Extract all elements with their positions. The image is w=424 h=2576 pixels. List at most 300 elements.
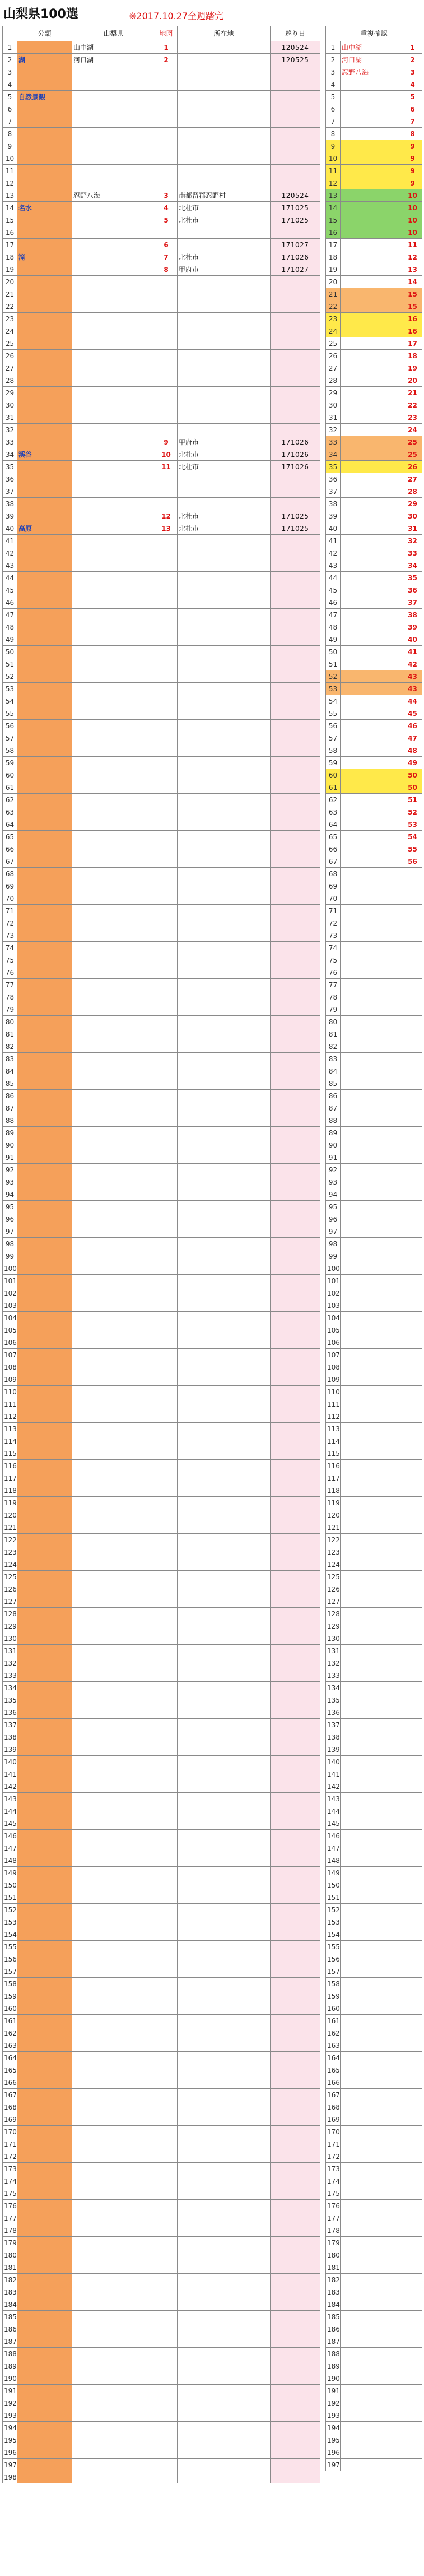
dup-empty-cell <box>341 905 403 917</box>
duplicate-check-table <box>325 26 422 2471</box>
row-map-number <box>155 806 178 818</box>
row-location <box>178 2101 271 2113</box>
dup-empty-cell <box>341 991 403 1003</box>
dup-number: 19 <box>403 362 422 374</box>
row-map-number <box>155 1990 178 2002</box>
row-date <box>271 1164 320 1176</box>
dup-index: 177 <box>326 2212 341 2224</box>
row-index: 176 <box>3 2200 17 2212</box>
dup-empty-cell <box>403 1830 422 1842</box>
row-category <box>17 1571 72 1583</box>
row-date <box>271 2298 320 2311</box>
row-place <box>72 1768 155 1780</box>
table-row <box>3 1595 320 1608</box>
dup-empty-cell <box>403 1287 422 1299</box>
row-category <box>17 1299 72 1312</box>
table-row <box>3 892 320 905</box>
row-place <box>72 732 155 744</box>
row-map-number <box>155 695 178 707</box>
dup-index: 144 <box>326 1805 341 1817</box>
row-map-number <box>155 1361 178 1373</box>
row-date <box>271 2015 320 2027</box>
row-date <box>271 609 320 621</box>
dup-row-empty <box>326 1978 422 1990</box>
row-map-number <box>155 1373 178 1386</box>
dup-row-empty <box>326 1719 422 1731</box>
row-index: 191 <box>3 2385 17 2397</box>
dup-number: 49 <box>403 757 422 769</box>
dup-number: 24 <box>403 424 422 436</box>
row-index: 57 <box>3 732 17 744</box>
dup-index: 185 <box>326 2311 341 2323</box>
row-place <box>72 2237 155 2249</box>
dup-row-empty <box>326 1632 422 1645</box>
row-category <box>17 300 72 313</box>
row-location <box>178 128 271 140</box>
row-map-number <box>155 1053 178 1065</box>
row-index: 136 <box>3 1706 17 1719</box>
table-row <box>3 1447 320 1460</box>
table-row <box>3 1484 320 1497</box>
row-location <box>178 1571 271 1583</box>
dup-number: 4 <box>403 78 422 91</box>
dup-number: 9 <box>403 152 422 165</box>
row-map-number <box>155 596 178 609</box>
row-date <box>271 1077 320 1090</box>
row-index: 187 <box>3 2335 17 2348</box>
dup-empty-cell <box>341 2101 403 2113</box>
row-place <box>72 1386 155 1398</box>
table-row <box>3 448 320 461</box>
row-map-number <box>155 2459 178 2471</box>
dup-name <box>341 399 403 411</box>
dup-empty-cell <box>403 1484 422 1497</box>
dup-row <box>326 609 422 621</box>
row-map-number <box>155 646 178 658</box>
dup-number: 20 <box>403 374 422 387</box>
table-row <box>3 1669 320 1682</box>
dup-name <box>341 424 403 436</box>
row-map-number <box>155 1016 178 1028</box>
row-category <box>17 1867 72 1879</box>
row-category <box>17 769 72 781</box>
row-location <box>178 2212 271 2224</box>
row-location <box>178 1349 271 1361</box>
dup-number: 7 <box>403 115 422 128</box>
row-place <box>72 1645 155 1657</box>
dup-row <box>326 547 422 559</box>
row-date <box>271 1336 320 1349</box>
row-location <box>178 387 271 399</box>
row-location: 甲府市 <box>178 436 271 448</box>
row-place <box>72 1188 155 1201</box>
dup-name <box>341 646 403 658</box>
row-category <box>17 214 72 226</box>
row-location <box>178 1694 271 1706</box>
row-date <box>271 1669 320 1682</box>
dup-name <box>341 177 403 189</box>
table-row <box>3 1386 320 1398</box>
dup-number: 56 <box>403 855 422 868</box>
row-category <box>17 732 72 744</box>
dup-index: 92 <box>326 1164 341 1176</box>
row-category <box>17 1398 72 1410</box>
row-date <box>271 1928 320 1941</box>
row-index: 160 <box>3 2002 17 2015</box>
row-location <box>178 905 271 917</box>
row-place <box>72 2027 155 2039</box>
row-map-number <box>155 2089 178 2101</box>
row-index: 159 <box>3 1990 17 2002</box>
row-map-number <box>155 535 178 547</box>
row-index: 138 <box>3 1731 17 1743</box>
row-place <box>72 843 155 855</box>
row-place <box>72 325 155 337</box>
row-location <box>178 2138 271 2150</box>
dup-row <box>326 152 422 165</box>
dup-index: 32 <box>326 424 341 436</box>
dup-row-empty <box>326 2126 422 2138</box>
dup-index: 117 <box>326 1472 341 1484</box>
dup-index: 170 <box>326 2126 341 2138</box>
row-location <box>178 1003 271 1016</box>
row-date <box>271 1608 320 1620</box>
row-date <box>271 2274 320 2286</box>
dup-empty-cell <box>403 1398 422 1410</box>
row-location <box>178 177 271 189</box>
row-location <box>178 399 271 411</box>
row-category <box>17 473 72 485</box>
dup-name <box>341 300 403 313</box>
dup-index: 28 <box>326 374 341 387</box>
dup-empty-cell <box>341 2015 403 2027</box>
dup-empty-cell <box>341 1953 403 1965</box>
dup-number: 36 <box>403 584 422 596</box>
row-location <box>178 2027 271 2039</box>
dup-number: 9 <box>403 165 422 177</box>
row-location <box>178 2052 271 2064</box>
dup-name <box>341 461 403 473</box>
dup-index: 51 <box>326 658 341 670</box>
row-category <box>17 2039 72 2052</box>
row-location <box>178 757 271 769</box>
dup-empty-cell <box>403 2224 422 2237</box>
dup-empty-cell <box>403 2385 422 2397</box>
dup-empty-cell <box>341 2286 403 2298</box>
row-date <box>271 1312 320 1324</box>
dup-index: 196 <box>326 2446 341 2459</box>
row-category <box>17 2027 72 2039</box>
dup-empty-cell <box>403 1238 422 1250</box>
row-date <box>271 1842 320 1854</box>
row-category <box>17 744 72 757</box>
table-row <box>3 1706 320 1719</box>
row-index: 14 <box>3 202 17 214</box>
dup-empty-cell <box>403 2089 422 2101</box>
table-row <box>3 621 320 633</box>
dup-row <box>326 202 422 214</box>
dup-row <box>326 485 422 498</box>
dup-empty-cell <box>341 1867 403 1879</box>
row-index: 148 <box>3 1854 17 1867</box>
row-index: 128 <box>3 1608 17 1620</box>
table-row <box>3 1287 320 1299</box>
row-date: 120524 <box>271 41 320 54</box>
dup-empty-cell <box>341 1768 403 1780</box>
row-date <box>271 300 320 313</box>
row-index: 144 <box>3 1805 17 1817</box>
dup-row-empty <box>326 1373 422 1386</box>
dup-index: 168 <box>326 2101 341 2113</box>
row-date <box>271 818 320 831</box>
row-place <box>72 1867 155 1879</box>
table-row <box>3 1521 320 1534</box>
row-category <box>17 1410 72 1423</box>
dup-row-empty <box>326 1891 422 1904</box>
dup-row <box>326 855 422 868</box>
dup-number: 38 <box>403 609 422 621</box>
row-place <box>72 2138 155 2150</box>
row-index: 164 <box>3 2052 17 2064</box>
row-location <box>178 2446 271 2459</box>
row-category: 湖 <box>17 54 72 66</box>
dup-number: 35 <box>403 572 422 584</box>
row-category <box>17 1558 72 1571</box>
dup-index: 147 <box>326 1842 341 1854</box>
table-row <box>3 1620 320 1632</box>
dup-empty-cell <box>341 929 403 942</box>
dup-empty-cell <box>341 1250 403 1262</box>
row-index: 98 <box>3 1238 17 1250</box>
row-date <box>271 2249 320 2261</box>
row-index: 177 <box>3 2212 17 2224</box>
dup-empty-cell <box>403 2237 422 2249</box>
row-category <box>17 1176 72 1188</box>
dup-row-empty <box>326 1201 422 1213</box>
dup-index: 79 <box>326 1003 341 1016</box>
dup-index: 104 <box>326 1312 341 1324</box>
dup-name <box>341 362 403 374</box>
row-map-number <box>155 769 178 781</box>
row-location <box>178 2187 271 2200</box>
table-row <box>3 1830 320 1842</box>
row-index: 3 <box>3 66 17 78</box>
row-map-number <box>155 1669 178 1682</box>
row-map-number <box>155 2311 178 2323</box>
table-row <box>3 1583 320 1595</box>
row-index: 198 <box>3 2471 17 2483</box>
table-row <box>3 1250 320 1262</box>
row-index: 167 <box>3 2089 17 2101</box>
dup-empty-cell <box>403 1065 422 1077</box>
dup-row-empty <box>326 1879 422 1891</box>
row-index: 80 <box>3 1016 17 1028</box>
row-map-number <box>155 1028 178 1040</box>
table-row <box>3 1731 320 1743</box>
dup-row-empty <box>326 1287 422 1299</box>
row-date <box>271 732 320 744</box>
row-location <box>178 954 271 966</box>
row-index: 105 <box>3 1324 17 1336</box>
row-index: 195 <box>3 2434 17 2446</box>
row-location <box>178 1879 271 1891</box>
dup-empty-cell <box>403 1373 422 1386</box>
row-location <box>178 2397 271 2409</box>
row-category <box>17 288 72 300</box>
table-row <box>3 1953 320 1965</box>
row-location <box>178 2459 271 2471</box>
row-location <box>178 2434 271 2446</box>
dup-row <box>326 794 422 806</box>
row-index: 5 <box>3 91 17 103</box>
row-category <box>17 880 72 892</box>
row-place <box>72 905 155 917</box>
row-category: 名水 <box>17 202 72 214</box>
dup-row <box>326 313 422 325</box>
row-place <box>72 892 155 905</box>
row-place <box>72 66 155 78</box>
dup-row-empty <box>326 2027 422 2039</box>
row-location <box>178 621 271 633</box>
row-map-number <box>155 1238 178 1250</box>
row-category <box>17 1139 72 1151</box>
row-location <box>178 979 271 991</box>
row-location <box>178 1312 271 1324</box>
row-category <box>17 165 72 177</box>
row-location <box>178 1324 271 1336</box>
row-index: 7 <box>3 115 17 128</box>
row-map-number <box>155 1127 178 1139</box>
table-row <box>3 1139 320 1151</box>
row-map-number <box>155 1275 178 1287</box>
dup-number: 5 <box>403 91 422 103</box>
dup-name <box>341 337 403 350</box>
row-map-number <box>155 2360 178 2372</box>
row-date <box>271 1472 320 1484</box>
row-index: 120 <box>3 1509 17 1521</box>
dup-empty-cell <box>341 942 403 954</box>
dup-row-empty <box>326 1164 422 1176</box>
dup-index: 50 <box>326 646 341 658</box>
dup-row-empty <box>326 1435 422 1447</box>
dup-index: 165 <box>326 2064 341 2076</box>
row-category <box>17 1953 72 1965</box>
dup-row-empty <box>326 2101 422 2113</box>
dup-empty-cell <box>403 1213 422 1225</box>
dup-index: 57 <box>326 732 341 744</box>
row-index: 104 <box>3 1312 17 1324</box>
dup-empty-cell <box>341 1053 403 1065</box>
row-map-number <box>155 1324 178 1336</box>
row-date: 171026 <box>271 251 320 263</box>
dup-row-empty <box>326 1608 422 1620</box>
row-date <box>271 892 320 905</box>
row-index: 131 <box>3 1645 17 1657</box>
dup-empty-cell <box>341 2237 403 2249</box>
dup-row <box>326 806 422 818</box>
dup-index: 149 <box>326 1867 341 1879</box>
dup-index: 46 <box>326 596 341 609</box>
row-place <box>72 1854 155 1867</box>
dup-empty-cell <box>403 2052 422 2064</box>
row-location <box>178 2261 271 2274</box>
row-category <box>17 2446 72 2459</box>
dup-number: 21 <box>403 387 422 399</box>
row-map-number <box>155 683 178 695</box>
dup-index: 40 <box>326 522 341 535</box>
row-map-number <box>155 855 178 868</box>
row-date: 171027 <box>271 239 320 251</box>
row-date <box>271 1151 320 1164</box>
row-map-number <box>155 66 178 78</box>
dup-empty-cell <box>403 1016 422 1028</box>
row-category <box>17 1460 72 1472</box>
row-location <box>178 744 271 757</box>
dup-row <box>326 448 422 461</box>
main-header-row <box>3 26 320 41</box>
row-category <box>17 140 72 152</box>
row-index: 44 <box>3 572 17 584</box>
dup-empty-cell <box>403 2459 422 2471</box>
row-date <box>271 1238 320 1250</box>
table-row <box>3 1201 320 1213</box>
table-row <box>3 806 320 818</box>
dup-row <box>326 683 422 695</box>
dup-row-empty <box>326 880 422 892</box>
dup-empty-cell <box>341 2064 403 2076</box>
row-index: 111 <box>3 1398 17 1410</box>
table-row <box>3 2175 320 2187</box>
row-map-number <box>155 1151 178 1164</box>
row-location <box>178 140 271 152</box>
row-map-number <box>155 2446 178 2459</box>
dup-index: 188 <box>326 2348 341 2360</box>
table-row <box>3 2286 320 2298</box>
dup-empty-cell <box>341 1928 403 1941</box>
row-map-number <box>155 670 178 683</box>
dup-number: 9 <box>403 177 422 189</box>
row-place <box>72 621 155 633</box>
row-place <box>72 2335 155 2348</box>
row-location <box>178 559 271 572</box>
row-map-number <box>155 2286 178 2298</box>
row-place <box>72 448 155 461</box>
row-date <box>271 1854 320 1867</box>
row-location <box>178 1127 271 1139</box>
dup-row-empty <box>326 917 422 929</box>
row-category <box>17 485 72 498</box>
dup-number: 3 <box>403 66 422 78</box>
dup-row-empty <box>326 2422 422 2434</box>
table-row <box>3 1768 320 1780</box>
row-category <box>17 572 72 584</box>
row-map-number: 6 <box>155 239 178 251</box>
dup-row-empty <box>326 1114 422 1127</box>
row-location <box>178 1916 271 1928</box>
row-date <box>271 547 320 559</box>
dup-row-empty <box>326 1842 422 1854</box>
row-map-number <box>155 362 178 374</box>
row-date <box>271 1558 320 1571</box>
row-location <box>178 2372 271 2385</box>
row-location: 北杜市 <box>178 522 271 535</box>
row-map-number <box>155 892 178 905</box>
dup-empty-cell <box>341 1139 403 1151</box>
dup-empty-cell <box>341 1904 403 1916</box>
row-date <box>271 2187 320 2200</box>
dup-row-empty <box>326 2434 422 2446</box>
row-location <box>178 41 271 54</box>
